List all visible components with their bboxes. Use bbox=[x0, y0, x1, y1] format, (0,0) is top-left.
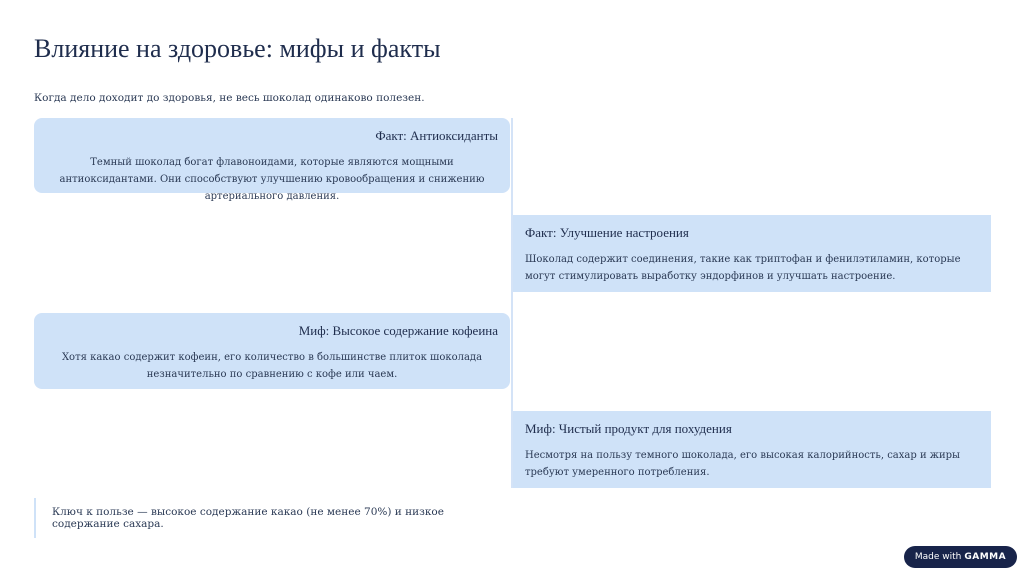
card-text: Темный шоколад богат флавоноидами, которые являются мощными антиоксидантами. Они способствуют улучшению кровообращения и снижению артериального давления. bbox=[59, 157, 485, 202]
card-text: Шоколад содержит соединения, такие как триптофан и фенилэтиламин, которые могут стимулировать выработку эндорфинов и улучшать настроение. bbox=[525, 254, 961, 282]
key-note-text: Ключ к пользе — высокое содержание какао (не менее 70%) и низкое содержание сахара. bbox=[52, 506, 444, 530]
card-myth-caffeine bbox=[34, 313, 510, 389]
card-text: Несмотря на пользу темного шоколада, его высокая калорийность, сахар и жиры требуют умеренного потребления. bbox=[525, 450, 961, 478]
badge-prefix: Made with bbox=[914, 552, 962, 562]
card-myth-weight-loss bbox=[513, 411, 991, 488]
key-note bbox=[34, 498, 474, 538]
card-text: Хотя какао содержит кофеин, его количество в большинстве плиток шоколада незначительно по сравнению с кофе или чаем. bbox=[61, 352, 483, 380]
card-title: Миф: Высокое содержание кофеина bbox=[298, 323, 498, 338]
card-title: Факт: Улучшение настроения bbox=[525, 225, 689, 240]
card-fact-antioxidants bbox=[34, 118, 510, 202]
page-subtitle: Когда дело доходит до здоровья, не весь шоколад одинаково полезен. bbox=[34, 92, 425, 104]
card-title: Факт: Антиоксиданты bbox=[375, 128, 498, 143]
card-fact-mood bbox=[513, 215, 991, 292]
made-with-gamma-badge[interactable] bbox=[904, 546, 1017, 568]
page-title: Влияние на здоровье: мифы и факты bbox=[34, 34, 441, 63]
card-title: Миф: Чистый продукт для похудения bbox=[525, 421, 732, 436]
gamma-logo: GAMMA bbox=[964, 552, 1007, 562]
